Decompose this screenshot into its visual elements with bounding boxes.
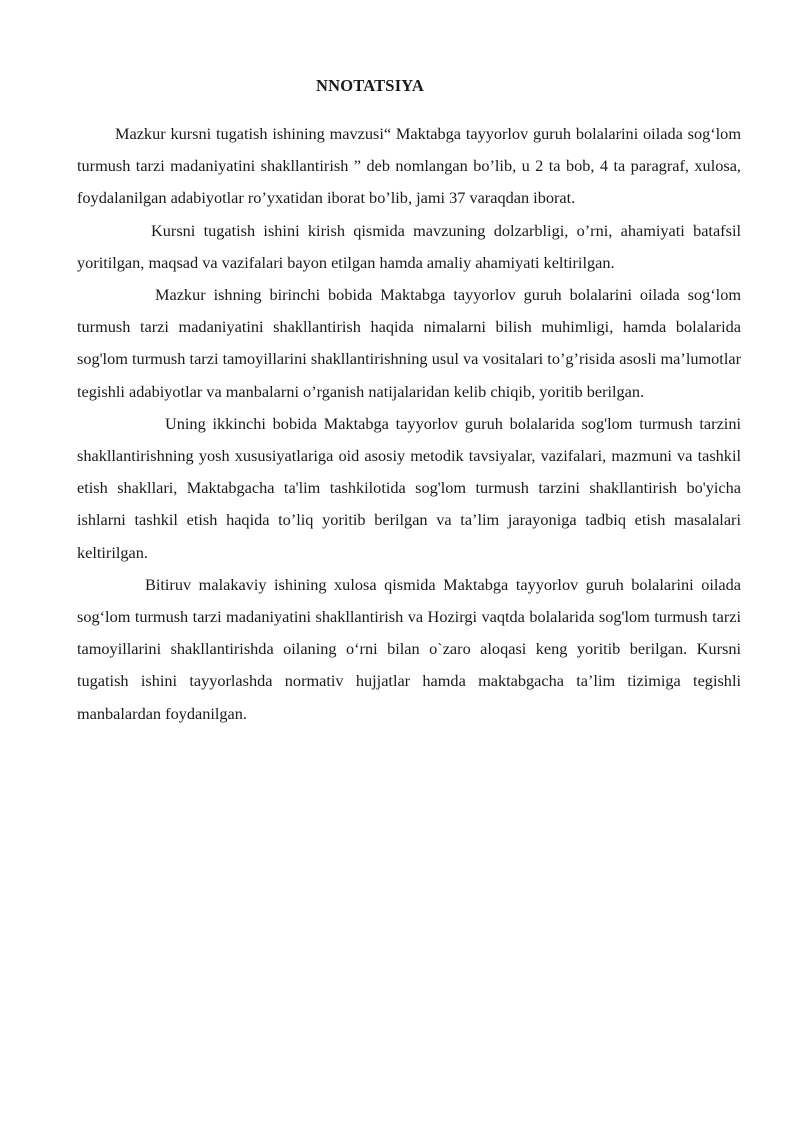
paragraph-first-chapter: Mazkur ishning birinchi bobida Maktabga tayyorlov guruh bolalarini oilada sog‘lom turmush tarzi madaniyatini shakllantirish haqida nimalarni bilish muhimligi, hamda bolalarida sog'lom turmush tarzi tamoyillarini shakllantirishning usul va vositalari to’g’risida asosli ma’lumotlar tegishli adabiyotlar va manbalarni o’rganish natijalaridan kelib chiqib, yoritib berilgan. (77, 285, 741, 401)
page-title: NNOTATSIYA (315, 76, 425, 95)
paragraph-conclusion: Bitiruv malakaviy ishining xulosa qismida Maktabga tayyorlov guruh bolalarini oilada sog‘lom turmush tarzi madaniyatini shakllantirish va Hozirgi vaqtda bolalarida sog'lom turmush tarzi tamoyillarini shakllantirishda oilaning o‘rni bilan o`zaro aloqasi keng yoritib berilgan. Kursni tugatish ishini tayyorlashda normativ hujjatlar hamda maktabgacha ta’lim tizimiga tegishli manbalardan foydanilgan. (77, 574, 741, 723)
paragraph-intro: Mazkur kursni tugatish ishining mavzusi“ Maktabga tayyorlov guruh bolalarini oilada sog‘lom turmush tarzi madaniyatini shakllantirish ” deb nomlangan bo’lib, u 2 ta bob, 4 ta paragraf, xulosa, foydalanilgan adabiyotlar ro’yxatidan iborat bo’lib, jami 37 varaqdan iborat. (77, 124, 741, 208)
paragraph-introduction-section: Kursni tugatish ishini kirish qismida mavzuning dolzarbligi, o’rni, ahamiyati batafsil yoritilgan, maqsad va vazifalari bayon etilgan hamda amaliy ahamiyati keltirilgan. (77, 220, 741, 272)
document-body (77, 118, 741, 730)
paragraph-second-chapter: Uning ikkinchi bobida Maktabga tayyorlov guruh bolalarida sog'lom turmush tarzini shakllantirishning yosh xususiyatlariga oid asosiy metodik tavsiyalar, vazifalari, mazmuni va tashkil etish shakllari, Maktabgacha ta'lim tashkilotida sog'lom turmush tarzini shakllantirish bo'yicha ishlarni tashkil etish haqida to’liq yoritib berilgan va ta’lim jarayoniga tadbiq etish masalalari keltirilgan. (77, 413, 741, 562)
